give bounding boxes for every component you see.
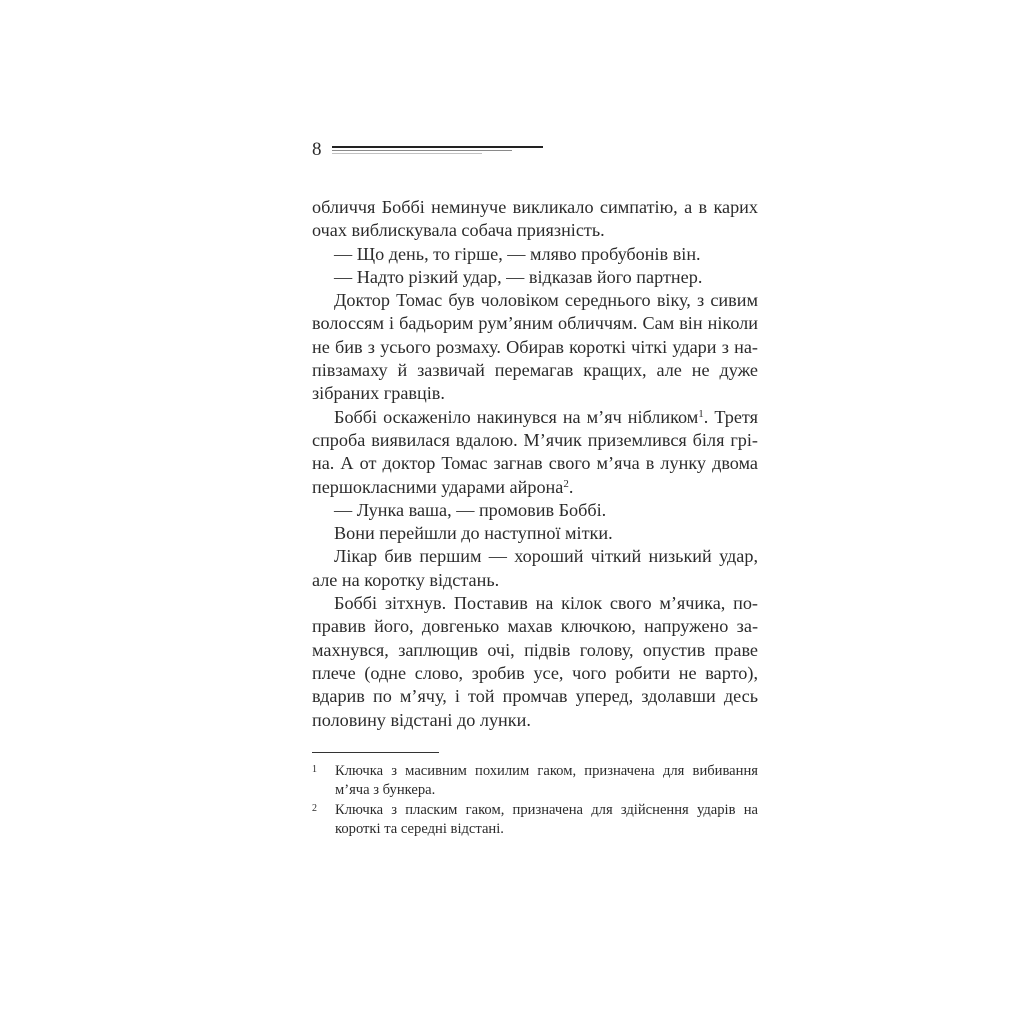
text-line: Вони перейшли до наступної мітки. (334, 523, 613, 544)
text-line: спроба виявилася вдалою. М’ячик приземлився біля грі- (312, 429, 758, 450)
text-line: вдарив по м’ячу, і той промчав уперед, здолавши десь (312, 686, 758, 707)
header-rule-line (332, 146, 543, 148)
body-text (312, 196, 758, 732)
text-fragment: . (568, 476, 574, 497)
dialogue-line: — Що день, то гірше, — мляво пробубонів він. (334, 243, 701, 264)
footnote-line: м’яча з бункера. (335, 782, 436, 798)
text-line: не бив з усього розмаху. Обирав короткі чіткі удари з на- (312, 336, 758, 357)
text-line: на. А от доктор Томас загнав свого м’яча в лунку двома (312, 453, 758, 474)
header-rule (332, 146, 543, 156)
footnote (312, 762, 758, 800)
text-line: Лікар бив першим — хороший чіткий низький удар, (334, 546, 758, 567)
text-line: зібраних гравців. (312, 383, 445, 404)
footnote-line: короткі та середні відстані. (335, 821, 504, 837)
text-line: півзамаху й зазвичай перемагав кращих, але не дуже (312, 360, 758, 381)
dialogue-line: — Надто різкий удар, — відказав його партнер. (334, 266, 703, 287)
text-line (312, 476, 758, 499)
footnote-ref: 1 (698, 407, 704, 420)
footnote-line: Ключка з масивним похилим гаком, призначена для вибивання (335, 763, 758, 779)
header-rule-line (332, 150, 512, 151)
footnote-ref: 2 (563, 477, 569, 490)
text-line: Боббі зітхнув. Поставив на кілок свого м’ячика, по- (334, 593, 758, 614)
text-line: махнувся, заплющив очі, підвів голову, опустив праве (312, 639, 758, 660)
text-line: обличчя Боббі неминуче викликало симпатію, а в карих (312, 197, 758, 217)
footnotes (312, 762, 758, 840)
text-line: половину відстані до лунки. (312, 709, 531, 730)
text-line: правив його, довгенько махав ключкою, напружено за- (312, 616, 758, 637)
header-rule-line (332, 153, 482, 154)
footnote-marker: 2 (312, 803, 317, 814)
page-number: 8 (312, 139, 322, 160)
text-fragment: . Третя (703, 406, 758, 427)
text-line (312, 406, 758, 429)
footnote (312, 801, 758, 839)
text-line: волоссям і бадьорим рум’яним обличчям. Сам він ніколи (312, 313, 758, 334)
footnote-line: Ключка з пласким гаком, призначена для здійснення ударів на (335, 802, 758, 818)
dialogue-line: — Лунка ваша, — промовив Боббі. (334, 499, 607, 520)
footnote-marker: 1 (312, 764, 317, 775)
footnote-rule (312, 752, 439, 753)
text-fragment: Боббі оскаженіло накинувся на м’яч нібликом (334, 406, 699, 427)
text-line: але на коротку відстань. (312, 569, 500, 590)
text-line: Доктор Томас був чоловіком середнього віку, з сивим (334, 290, 758, 311)
text-line: очах виблискувала собача приязність. (312, 220, 605, 241)
text-fragment: першокласними ударами айрона (312, 476, 564, 497)
text-line: плече (одне слово, зробив усе, чого робити не варто), (312, 662, 758, 683)
